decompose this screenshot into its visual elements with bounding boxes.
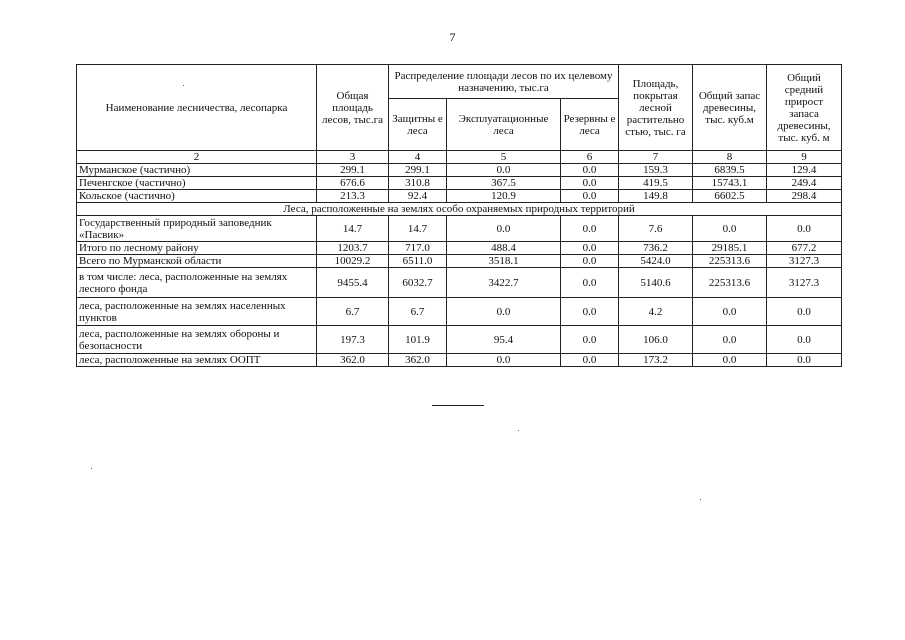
cell-growth: 0.0 bbox=[767, 326, 842, 354]
header-distribution-group: Распределение площади лесов по их целевому назначению, тыс.га bbox=[389, 65, 619, 99]
cell-total: 676.6 bbox=[317, 177, 389, 190]
column-number: 5 bbox=[447, 151, 561, 164]
cell-exploitation: 0.0 bbox=[447, 164, 561, 177]
cell-reserve: 0.0 bbox=[561, 177, 619, 190]
cell-exploitation: 3518.1 bbox=[447, 255, 561, 268]
table-row bbox=[77, 164, 842, 177]
row-name: Печенгское (частично) bbox=[77, 177, 317, 190]
row-name: Итого по лесному району bbox=[77, 242, 317, 255]
cell-stock: 6602.5 bbox=[693, 190, 767, 203]
scan-speck bbox=[183, 85, 184, 86]
cell-reserve: 0.0 bbox=[561, 255, 619, 268]
header-reserve: Резервны е леса bbox=[561, 99, 619, 151]
page-number: 7 bbox=[449, 30, 456, 44]
table-row bbox=[77, 190, 842, 203]
cell-growth: 129.4 bbox=[767, 164, 842, 177]
scan-speck bbox=[518, 430, 519, 431]
row-name: Всего по Мурманской области bbox=[77, 255, 317, 268]
cell-covered: 736.2 bbox=[619, 242, 693, 255]
cell-total: 362.0 bbox=[317, 354, 389, 367]
cell-covered: 4.2 bbox=[619, 298, 693, 326]
cell-stock: 0.0 bbox=[693, 354, 767, 367]
cell-reserve: 0.0 bbox=[561, 164, 619, 177]
cell-protective: 101.9 bbox=[389, 326, 447, 354]
cell-protective: 14.7 bbox=[389, 216, 447, 242]
cell-stock: 0.0 bbox=[693, 298, 767, 326]
cell-covered: 7.6 bbox=[619, 216, 693, 242]
cell-total: 6.7 bbox=[317, 298, 389, 326]
cell-total: 9455.4 bbox=[317, 268, 389, 298]
cell-total: 299.1 bbox=[317, 164, 389, 177]
row-name: леса, расположенные на землях обороны и безопасности bbox=[77, 326, 317, 354]
cell-growth: 677.2 bbox=[767, 242, 842, 255]
table-row bbox=[77, 242, 842, 255]
cell-total: 14.7 bbox=[317, 216, 389, 242]
cell-protective: 6032.7 bbox=[389, 268, 447, 298]
cell-growth: 0.0 bbox=[767, 216, 842, 242]
header-protective: Защитны е леса bbox=[389, 99, 447, 151]
cell-growth: 0.0 bbox=[767, 354, 842, 367]
cell-exploitation: 0.0 bbox=[447, 298, 561, 326]
column-number: 3 bbox=[317, 151, 389, 164]
cell-stock: 0.0 bbox=[693, 326, 767, 354]
header-avg-growth: Общий средний прирост запаса древесины, тыс. куб. м bbox=[767, 65, 842, 151]
cell-protective: 6511.0 bbox=[389, 255, 447, 268]
row-name: леса, расположенные на землях ООПТ bbox=[77, 354, 317, 367]
cell-covered: 106.0 bbox=[619, 326, 693, 354]
row-name: леса, расположенные на землях населенных пунктов bbox=[77, 298, 317, 326]
table-row bbox=[77, 216, 842, 242]
cell-growth: 3127.3 bbox=[767, 268, 842, 298]
end-divider bbox=[432, 405, 484, 406]
cell-exploitation: 0.0 bbox=[447, 216, 561, 242]
row-name: Мурманское (частично) bbox=[77, 164, 317, 177]
table-row bbox=[77, 354, 842, 367]
cell-covered: 149.8 bbox=[619, 190, 693, 203]
cell-stock: 6839.5 bbox=[693, 164, 767, 177]
forest-area-table bbox=[76, 64, 842, 367]
cell-protective: 6.7 bbox=[389, 298, 447, 326]
cell-stock: 15743.1 bbox=[693, 177, 767, 190]
column-number: 9 bbox=[767, 151, 842, 164]
cell-protective: 310.8 bbox=[389, 177, 447, 190]
cell-total: 213.3 bbox=[317, 190, 389, 203]
cell-exploitation: 0.0 bbox=[447, 354, 561, 367]
cell-protective: 717.0 bbox=[389, 242, 447, 255]
cell-growth: 249.4 bbox=[767, 177, 842, 190]
cell-growth: 298.4 bbox=[767, 190, 842, 203]
cell-reserve: 0.0 bbox=[561, 268, 619, 298]
cell-protective: 362.0 bbox=[389, 354, 447, 367]
cell-total: 1203.7 bbox=[317, 242, 389, 255]
cell-stock: 29185.1 bbox=[693, 242, 767, 255]
cell-reserve: 0.0 bbox=[561, 326, 619, 354]
cell-exploitation: 120.9 bbox=[447, 190, 561, 203]
header-covered-area: Площадь, покрытая лесной растительно стью, тыс. га bbox=[619, 65, 693, 151]
table-row bbox=[77, 298, 842, 326]
column-number: 6 bbox=[561, 151, 619, 164]
table-row bbox=[77, 177, 842, 190]
cell-covered: 159.3 bbox=[619, 164, 693, 177]
header-name: Наименование лесничества, лесопарка bbox=[77, 65, 317, 151]
cell-covered: 5140.6 bbox=[619, 268, 693, 298]
section-row bbox=[77, 203, 842, 216]
cell-reserve: 0.0 bbox=[561, 354, 619, 367]
cell-exploitation: 3422.7 bbox=[447, 268, 561, 298]
header-total-stock: Общий запас древесины, тыс. куб.м bbox=[693, 65, 767, 151]
row-name: Государственный природный заповедник «Пасвик» bbox=[77, 216, 317, 242]
column-number: 2 bbox=[77, 151, 317, 164]
cell-covered: 5424.0 bbox=[619, 255, 693, 268]
cell-exploitation: 95.4 bbox=[447, 326, 561, 354]
cell-growth: 3127.3 bbox=[767, 255, 842, 268]
header-total-area: Общая площадь лесов, тыс.га bbox=[317, 65, 389, 151]
row-name: в том числе: леса, расположенные на землях лесного фонда bbox=[77, 268, 317, 298]
cell-covered: 419.5 bbox=[619, 177, 693, 190]
column-number: 7 bbox=[619, 151, 693, 164]
cell-total: 10029.2 bbox=[317, 255, 389, 268]
cell-reserve: 0.0 bbox=[561, 190, 619, 203]
cell-stock: 225313.6 bbox=[693, 268, 767, 298]
column-number: 4 bbox=[389, 151, 447, 164]
cell-exploitation: 488.4 bbox=[447, 242, 561, 255]
cell-protective: 92.4 bbox=[389, 190, 447, 203]
row-name: Кольское (частично) bbox=[77, 190, 317, 203]
cell-reserve: 0.0 bbox=[561, 216, 619, 242]
table-row bbox=[77, 326, 842, 354]
table-row bbox=[77, 255, 842, 268]
column-number-row bbox=[77, 151, 842, 164]
cell-reserve: 0.0 bbox=[561, 242, 619, 255]
cell-total: 197.3 bbox=[317, 326, 389, 354]
scan-speck bbox=[91, 468, 92, 469]
header-exploitation: Эксплуатационные леса bbox=[447, 99, 561, 151]
cell-reserve: 0.0 bbox=[561, 298, 619, 326]
column-number: 8 bbox=[693, 151, 767, 164]
cell-stock: 0.0 bbox=[693, 216, 767, 242]
section-title: Леса, расположенные на землях особо охраняемых природных территорий bbox=[77, 203, 842, 216]
cell-growth: 0.0 bbox=[767, 298, 842, 326]
table-row bbox=[77, 268, 842, 298]
cell-exploitation: 367.5 bbox=[447, 177, 561, 190]
cell-stock: 225313.6 bbox=[693, 255, 767, 268]
cell-protective: 299.1 bbox=[389, 164, 447, 177]
cell-covered: 173.2 bbox=[619, 354, 693, 367]
scan-speck bbox=[700, 499, 701, 500]
